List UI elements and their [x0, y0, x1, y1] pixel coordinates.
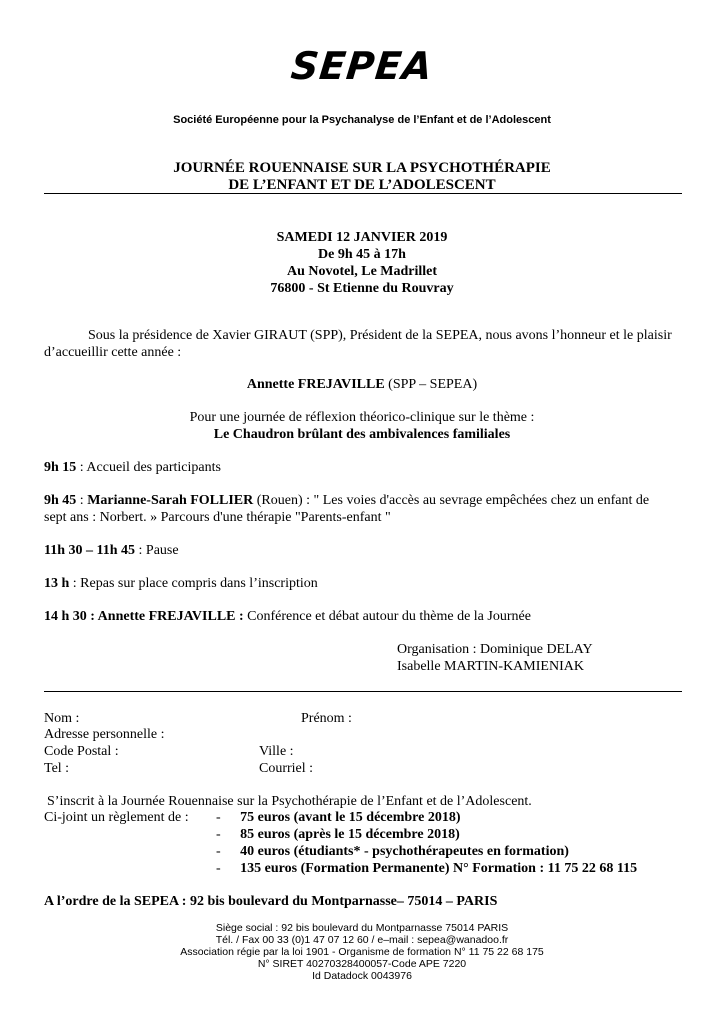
footer-datadock: Id Datadock 0043976 — [312, 970, 412, 982]
program-sep: : — [76, 493, 88, 508]
footer-address: Siège social : 92 bis boulevard du Montparnasse 75014 PARIS — [215, 922, 509, 934]
form-tel-label: Tel : — [44, 761, 70, 776]
footer — [0, 922, 724, 982]
theme-intro: Pour une journée de réflexion théorico-clinique sur le thème : — [189, 410, 535, 425]
program-item-1 — [44, 459, 221, 476]
organisation — [397, 641, 593, 675]
event-hours: De 9h 45 à 17h — [318, 247, 406, 262]
program-item-2-line-1 — [44, 492, 684, 509]
program-item-2-line-2: sept ans : Norbert. » Parcours d'une thérapie "Parents-enfant " — [44, 510, 391, 525]
price-detail: (avant le 15 décembre 2018) — [290, 810, 461, 825]
program-item-5 — [44, 608, 531, 625]
title-divider — [44, 193, 682, 194]
price-amount: 75 euros — [240, 810, 291, 825]
price-amount: 85 euros — [240, 827, 291, 842]
form-reglement: Ci-joint un règlement de : — [44, 810, 189, 825]
footer-association: Association régie par la loi 1901 - Organisme de formation N° 11 75 22 68 175 — [180, 946, 544, 958]
program-speaker: Marianne-Sarah FOLLIER — [87, 493, 254, 508]
program-item-3 — [44, 542, 179, 559]
price-amount: 135 euros — [240, 861, 298, 876]
price-detail: (après le 15 décembre 2018) — [290, 827, 460, 842]
program-time: 9h 45 — [44, 493, 77, 508]
price-dash: - — [216, 827, 221, 842]
form-code-postal-label: Code Postal : — [44, 744, 119, 759]
price-dash: - — [216, 844, 221, 859]
payment-order: A l’ordre de la SEPEA : 92 bis boulevard du Montparnasse– 75014 – PARIS — [44, 894, 498, 909]
event-venue: Au Novotel, Le Madrillet — [286, 264, 438, 279]
form-nom-label: Nom : — [44, 711, 80, 726]
footer-siret: N° SIRET 40270328400057-Code APE 7220 — [257, 958, 467, 970]
sepea-logo: SEPEA — [288, 44, 436, 88]
program-text: : Repas sur place compris dans l’inscription — [69, 576, 318, 591]
form-ville-label: Ville : — [259, 744, 294, 759]
title-line-2: DE L’ENFANT ET DE L’ADOLESCENT — [228, 177, 496, 193]
event-date: SAMEDI 12 JANVIER 2019 — [276, 230, 448, 245]
program-item-2 — [44, 492, 684, 526]
form-prenom-label: Prénom : — [301, 711, 352, 726]
program-item-4 — [44, 575, 318, 592]
intro-line-1: Sous la présidence de Xavier GIRAUT (SPP), Président de la SEPEA, nous avons l’honneur et le plaisir — [88, 328, 672, 343]
price-option-4 — [216, 860, 637, 877]
program-text: (Rouen) : " Les voies d'accès au sevrage empêchées chez un enfant de — [253, 493, 650, 508]
guest-affiliation: (SPP – SEPEA) — [384, 377, 478, 392]
intro-line-2: d’accueillir cette année : — [44, 345, 182, 360]
price-dash: - — [216, 861, 221, 876]
program-time: 14 h 30 : Annette FREJAVILLE : — [44, 609, 244, 624]
guest-line — [0, 376, 724, 393]
event-info — [0, 229, 724, 297]
price-option-2 — [216, 826, 460, 843]
theme-title: Le Chaudron brûlant des ambivalences familiales — [213, 427, 511, 442]
title-line-1: JOURNÉE ROUENNAISE SUR LA PSYCHOTHÉRAPIE — [173, 160, 551, 176]
price-option-3 — [216, 843, 569, 860]
program-text: : Accueil des participants — [76, 460, 221, 475]
form-adresse-label: Adresse personnelle : — [44, 727, 165, 742]
program-time: 11h 30 – 11h 45 — [44, 543, 136, 558]
page-title — [0, 160, 724, 194]
price-option-1 — [216, 809, 461, 826]
footer-contact: Tél. / Fax 00 33 (0)1 47 07 12 60 / e–mail : sepea@wanadoo.fr — [215, 934, 509, 946]
program-text: Conférence et débat autour du thème de la Journée — [243, 609, 531, 624]
price-detail: (Formation Permanente) N° Formation : 11 75 22 68 115 — [297, 861, 638, 876]
form-inscription: S’inscrit à la Journée Rouennaise sur la Psychothérapie de l’Enfant et de l’Adolescent. — [47, 794, 532, 809]
price-amount: 40 euros — [240, 844, 291, 859]
event-city: 76800 - St Etienne du Rouvray — [270, 281, 454, 296]
program-text: : Pause — [135, 543, 179, 558]
price-dash: - — [216, 810, 221, 825]
form-courriel-label: Courriel : — [259, 761, 314, 776]
program-time: 13 h — [44, 576, 70, 591]
program-time: 9h 15 — [44, 460, 77, 475]
form-divider — [44, 691, 682, 692]
price-detail: (étudiants* - psychothérapeutes en formation) — [290, 844, 569, 859]
organisation-line-1: Organisation : Dominique DELAY — [397, 642, 593, 657]
guest-name: Annette FREJAVILLE — [246, 377, 385, 392]
organisation-line-2: Isabelle MARTIN-KAMIENIAK — [397, 659, 584, 674]
society-name: Société Européenne pour la Psychanalyse de l’Enfant et de l’Adolescent — [173, 114, 551, 126]
